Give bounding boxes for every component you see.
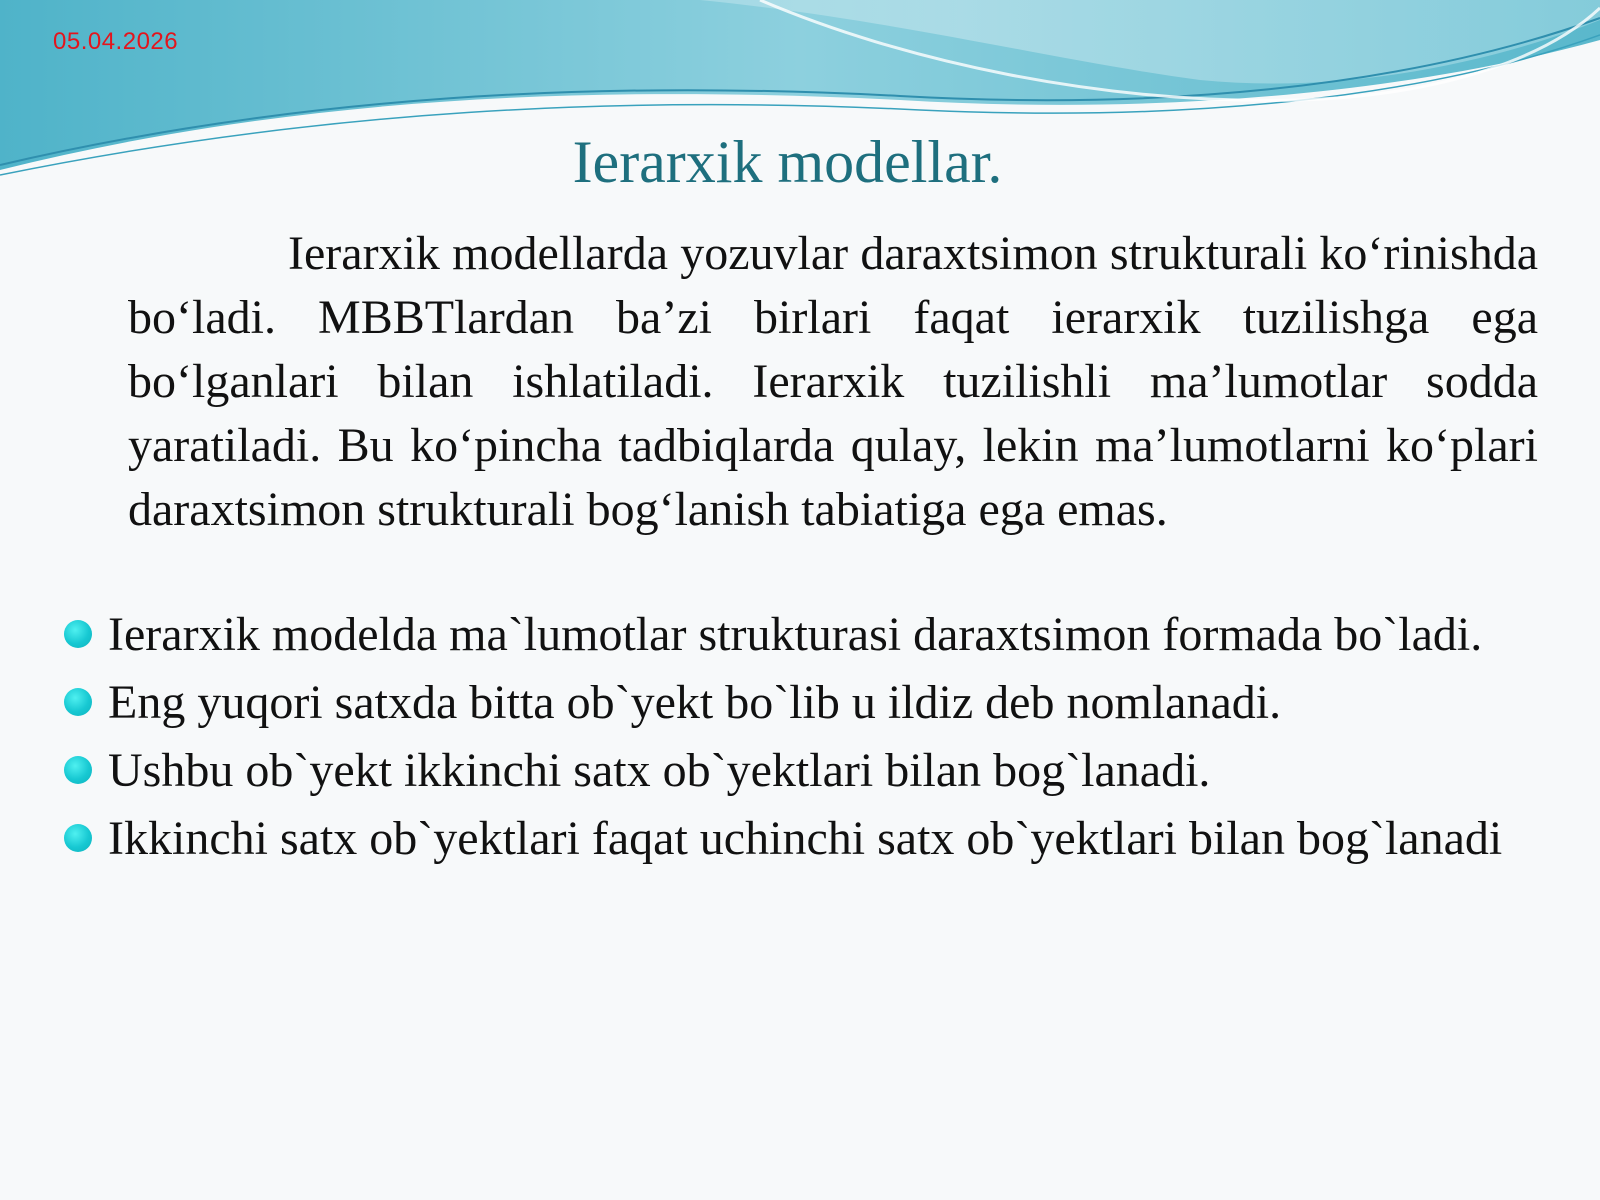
bullet-list (60, 606, 1538, 878)
bullet-text: Ushbu ob`yekt ikkinchi satx ob`yektlari bilan bog`lanadi. (108, 744, 1211, 797)
bullet-text: Ikkinchi satx ob`yektlari faqat uchinchi satx ob`yektlari bilan bog`lanadi (108, 812, 1503, 865)
bullet-text: Ierarxik modelda ma`lumotlar strukturasi daraxtsimon formada bo`ladi. (108, 608, 1483, 661)
bullet-dot-icon (64, 620, 92, 648)
bullet-item (60, 674, 1538, 732)
slide-title: Ierarxik modellar. (572, 129, 1003, 195)
bullet-text: Eng yuqori satxda bitta ob`yekt bo`lib u ildiz deb nomlanadi. (108, 676, 1282, 729)
bullet-dot-icon (64, 824, 92, 852)
bullet-dot-icon (64, 756, 92, 784)
bullet-item (60, 810, 1538, 868)
intro-paragraph: Ierarxik modellarda yozuvlar daraxtsimon strukturali ko‘rinishda bo‘ladi. MBBTlardan ba’zi birlari faqat ierarxik tuzilishga ega bo‘lganlari bilan ishlatiladi. Ierarxik tuzilishli ma’lumotlar sodda yaratiladi. Bu ko‘pincha tadbiqlarda qulay, lekin ma’lumotlarni ko‘plari daraxtsimon strukturali bog‘lanish tabiatiga ega emas. (128, 227, 1538, 536)
bullet-item (60, 742, 1538, 800)
bullet-dot-icon (64, 688, 92, 716)
slide-date: 05.04.2026 (53, 28, 179, 55)
bullet-item (60, 606, 1538, 664)
